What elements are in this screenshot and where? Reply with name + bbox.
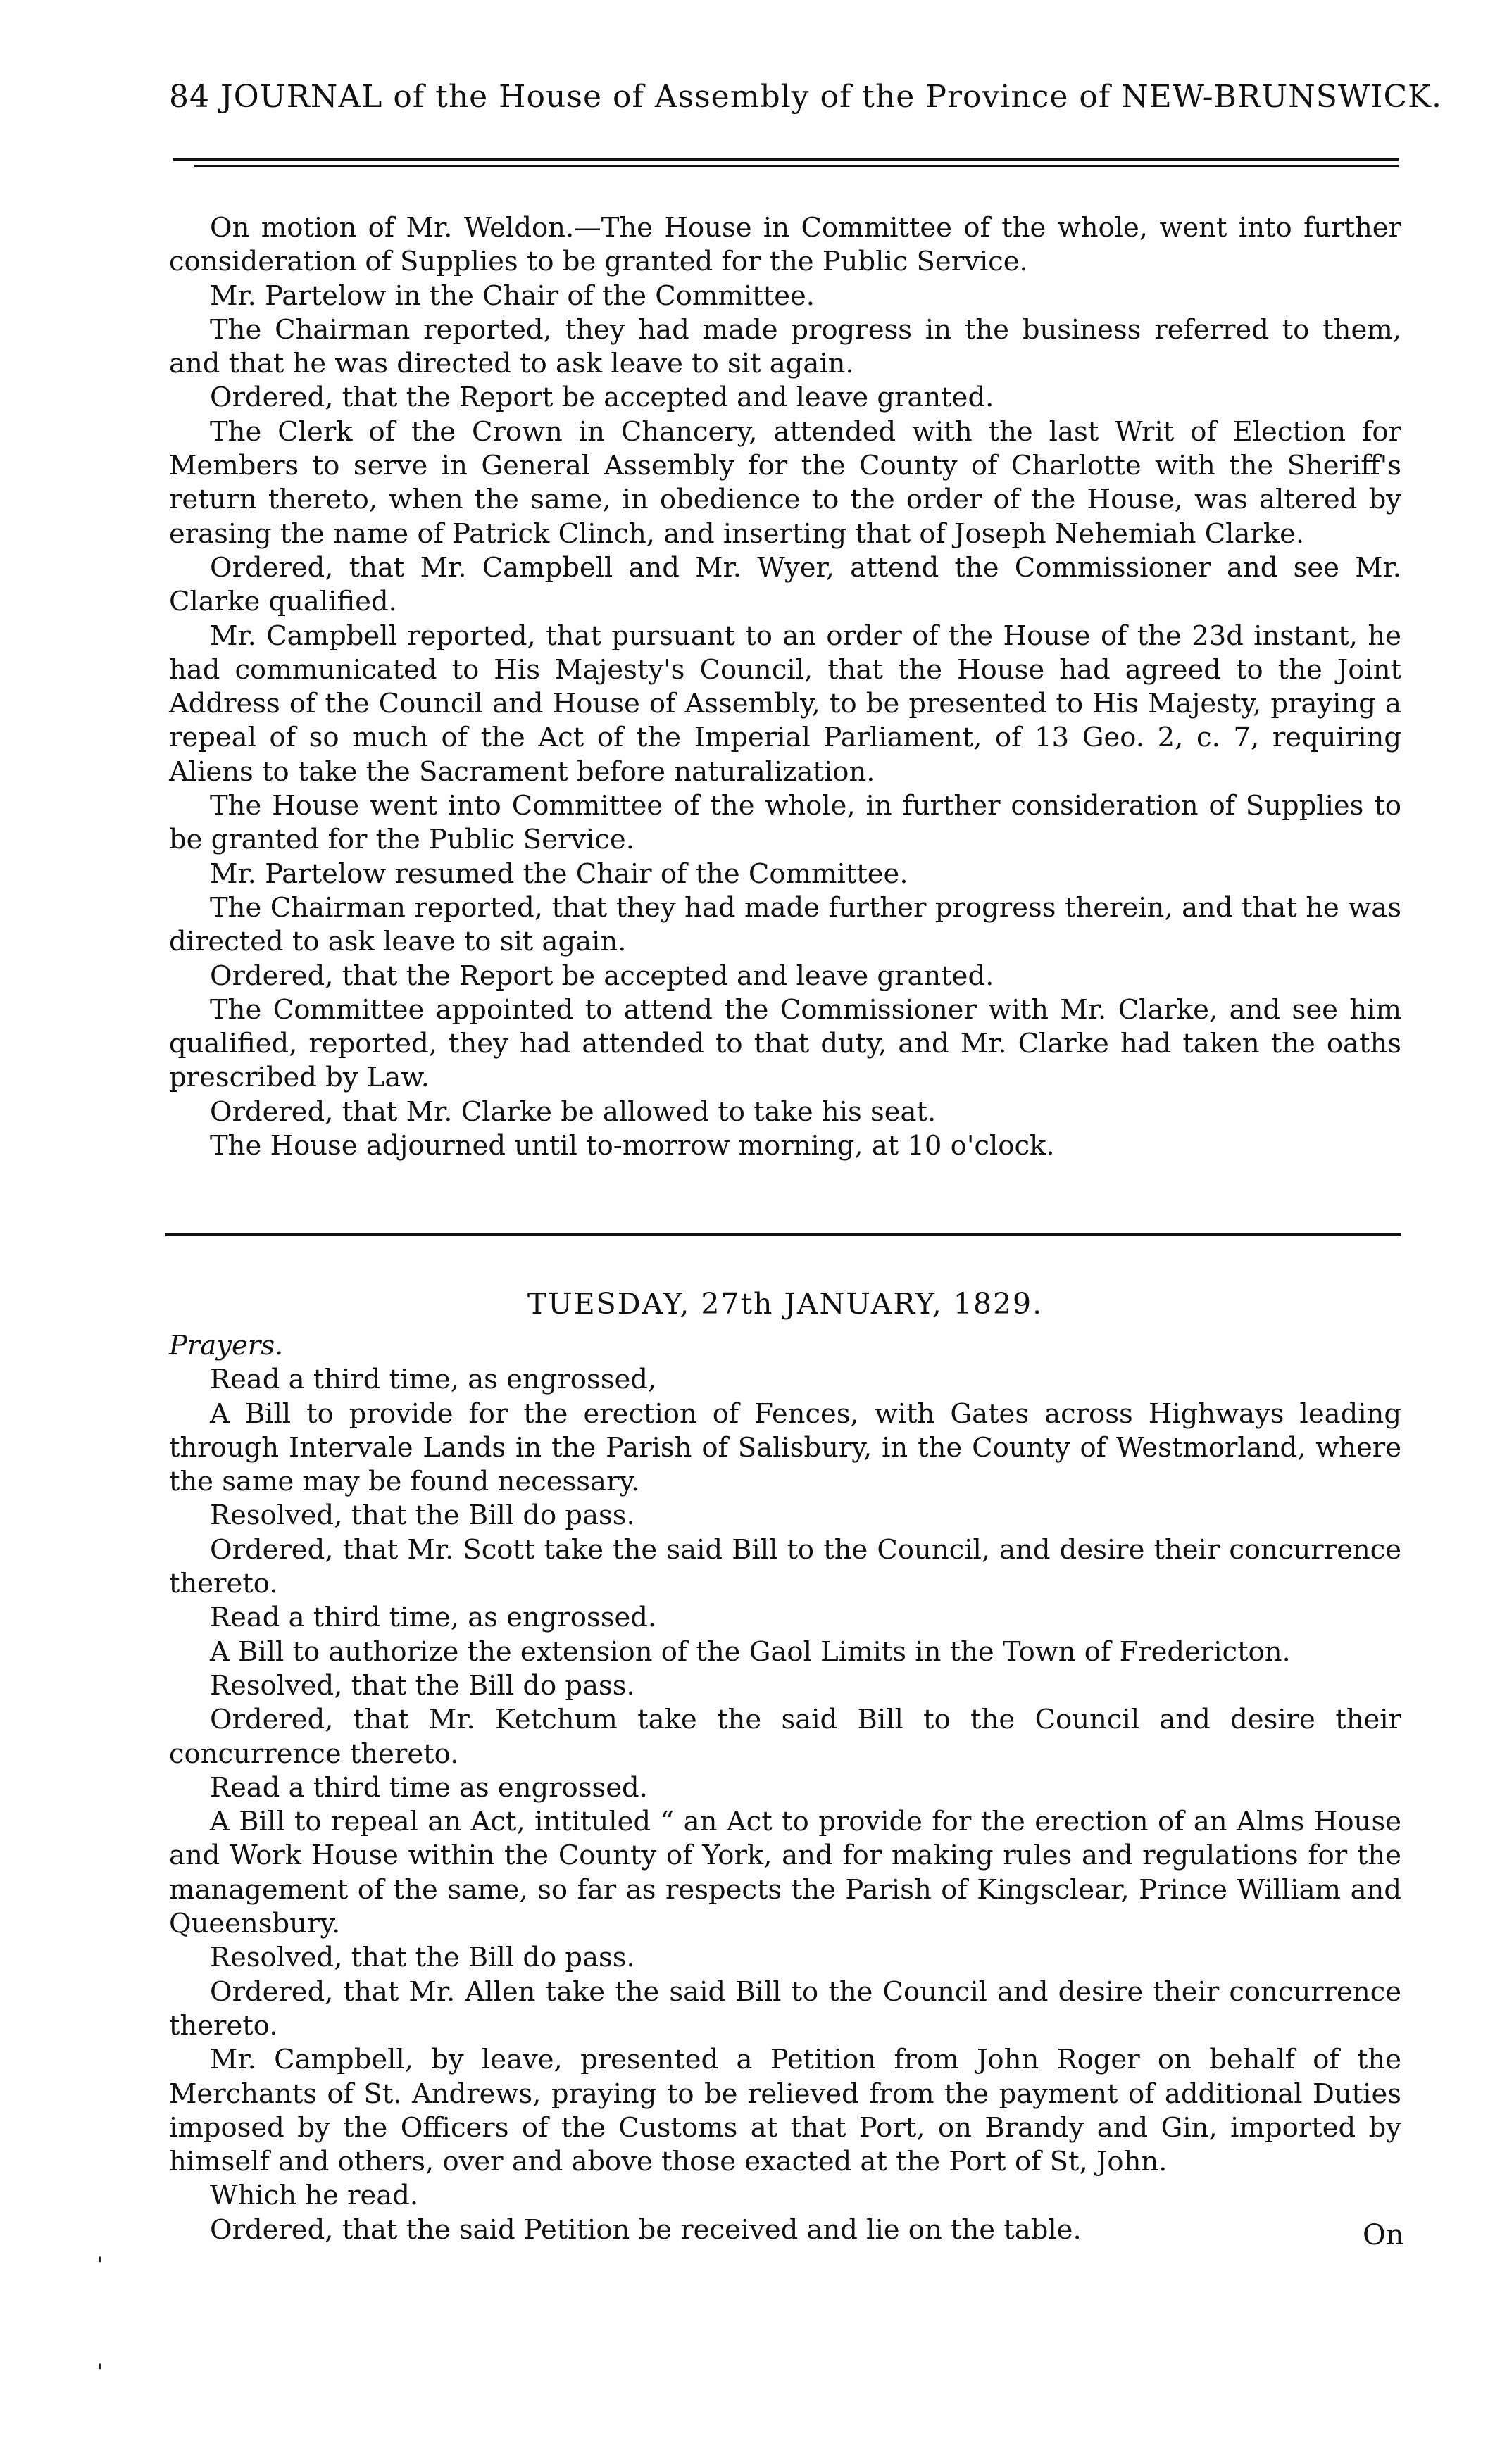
paragraph: Ordered, that the Report be accepted and leave granted. (210, 382, 994, 414)
proceedings-section-1 (169, 211, 1401, 1163)
paragraph: Ordered, that the said Petition be received and lie on the table. (210, 2213, 1082, 2246)
paragraph: Mr. Partelow in the Chair of the Committee. (210, 279, 815, 312)
paragraph: The Committee appointed to attend the Commissioner with Mr. Clarke, and see him qualified, reported, they had attended to that duty, and Mr. Clarke had taken the oaths prescribed by Law. (169, 993, 1401, 1094)
proceedings-section-2 (169, 1329, 1401, 2247)
paragraph: Resolved, that the Bill do pass. (210, 1500, 635, 1532)
margin-mark: ' (97, 2253, 103, 2276)
paragraph: Read a third time, as engrossed, (210, 1364, 657, 1396)
paragraph: The House went into Committee of the whole, in further consideration of Supplies to be granted for the Public Service. (169, 790, 1401, 856)
paragraph: The Chairman reported, they had made progress in the business referred to them, and that he was directed to ask leave to sit again. (169, 313, 1401, 380)
paragraph: Ordered, that the Report be accepted and leave granted. (210, 960, 994, 992)
paragraph: The Clerk of the Crown in Chancery, attended with the last Writ of Election for Members to serve in General Assembly for the County of Charlotte with the Sheriff's return thereto, when the same, in obedience to the order of the House, was altered by erasing the name of Patrick Clinch, and inserting that of Joseph Nehemiah Clarke. (169, 415, 1401, 550)
paragraph: Ordered, that Mr. Clarke be allowed to take his seat. (210, 1095, 937, 1128)
paragraph: On motion of Mr. Weldon.—The House in Committee of the whole, went into further consideration of Supplies to be granted for the Public Service. (169, 212, 1401, 278)
paragraph: Which he read. (210, 2180, 419, 2212)
header-double-rule (173, 158, 1399, 169)
catchword: On (1363, 2219, 1404, 2251)
header-rule-thick (173, 158, 1399, 161)
paragraph: Mr. Campbell reported, that pursuant to an order of the House of the 23d instant, he had communicated to His Majesty's Council, that the House had agreed to the Joint Address of the Council and House of Assembly, to be presented to His Majesty, praying a repeal of so much of the Act of the Imperial Parliament, of 13 Geo. 2, c. 7, requiring Aliens to take the Sacrament before naturalization. (169, 620, 1401, 788)
day-heading: TUESDAY, 27th JANUARY, 1829. (527, 1287, 1044, 1321)
margin-mark: ' (97, 2360, 103, 2383)
paragraph: Mr. Campbell, by leave, presented a Petition from John Roger on behalf of the Merchants of St. Andrews, praying to be relieved from the payment of additional Duties imposed by the Officers of the Customs at that Port, on Brandy and Gin, imported by himself and others, over and above those exacted at the Port of St, John. (169, 2044, 1401, 2178)
paragraph: Read a third time as engrossed. (210, 1771, 648, 1804)
paragraph: Resolved, that the Bill do pass. (210, 1669, 635, 1702)
paragraph: A Bill to repeal an Act, intituled “ an Act to provide for the erection of an Alms House and Work House within the County of York, and for making rules and regulations for the management of the same, so far as respects the Parish of Kingsclear, Prince William and Queensbury. (169, 1806, 1401, 1940)
page-header: 84 JOURNAL of the House of Assembly of the Province of NEW-BRUNSWICK. (169, 79, 1442, 115)
paragraph: Ordered, that Mr. Allen take the said Bill to the Council and desire their concurrence thereto. (169, 1975, 1401, 2042)
paragraph: Resolved, that the Bill do pass. (210, 1942, 635, 1974)
paragraph: Read a third time, as engrossed. (210, 1602, 657, 1634)
paragraph: Ordered, that Mr. Scott take the said Bill to the Council, and desire their concurrence thereto. (169, 1533, 1401, 1600)
section-divider-rule (165, 1233, 1401, 1236)
paragraph: Ordered, that Mr. Campbell and Mr. Wyer, attend the Commissioner and see Mr. Clarke qualified. (169, 551, 1401, 618)
paragraph: Ordered, that Mr. Ketchum take the said Bill to the Council and desire their concurrence thereto. (169, 1704, 1401, 1770)
header-rule-thin (194, 165, 1399, 167)
paragraph: A Bill to provide for the erection of Fences, with Gates across Highways leading through Intervale Lands in the Parish of Salisbury, in the County of Westmorland, where the same may be found necessary. (169, 1397, 1401, 1498)
paragraph: Mr. Partelow resumed the Chair of the Committee. (210, 857, 908, 890)
paragraph: The House adjourned until to-morrow morning, at 10 o'clock. (210, 1130, 1055, 1162)
prayers-label: Prayers. (169, 1330, 284, 1362)
paragraph: The Chairman reported, that they had made further progress therein, and that he was directed to ask leave to sit again. (169, 891, 1401, 958)
paragraph: A Bill to authorize the extension of the Gaol Limits in the Town of Fredericton. (210, 1635, 1291, 1668)
